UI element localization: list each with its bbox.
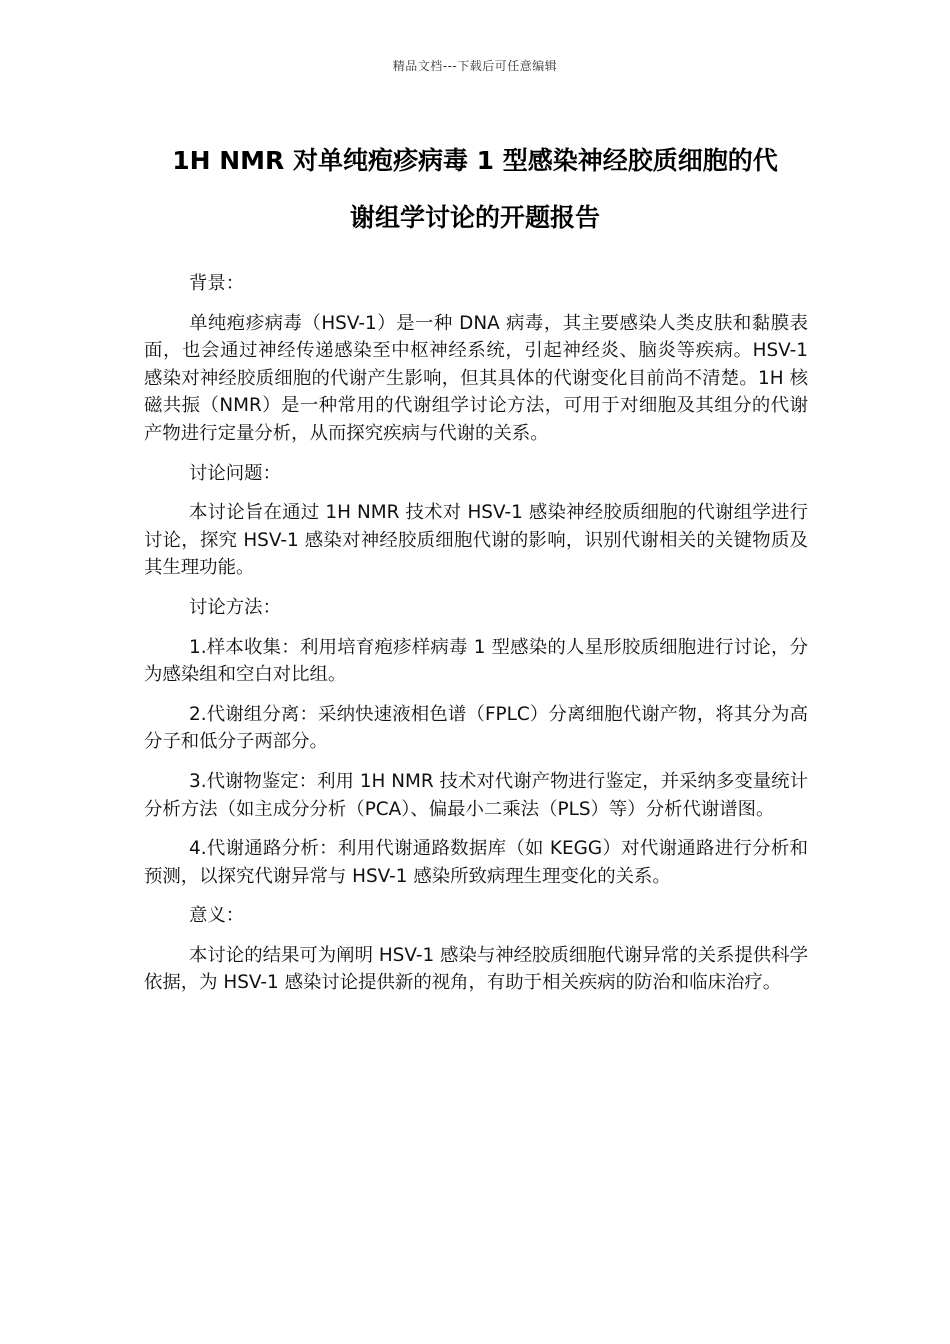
section-heading-methods: 讨论方法： (189, 596, 281, 618)
title-line-2: 谢组学讨论的开题报告 (349, 203, 600, 232)
title-line-1: 1H NMR 对单纯疱疹病毒 1 型感染神经胶质细胞的代 (172, 146, 778, 175)
section-heading-significance: 意义： (189, 905, 245, 927)
paragraph-significance: 本讨论的结果可为阐明 HSV-1 感染与神经胶质细胞代谢异常的关系提供科学依据，为 HSV-1 感染讨论提供新的视角，有助于相关疾病的防治和临床治疗。 (144, 944, 808, 994)
document-title (120, 132, 830, 246)
paragraph-background: 单纯疱疹病毒（HSV-1）是一种 DNA 病毒，其主要感染人类皮肤和黏膜表面，也会通过神经传递感染至中枢神经系统，引起神经炎、脑炎等疾病。HSV-1 感染对神经胶质细胞的代谢产生影响，但其具体的代谢变化目前尚不清楚。1H 核磁共振（NMR）是一种常用的代谢组学讨论方法，可用于对细胞及其组分的代谢产物进行定量分析，从而探究疾病与代谢的关系。 (144, 312, 808, 444)
method-item-4: 4.代谢通路分析：利用代谢通路数据库（如 KEGG）对代谢通路进行分析和预测，以探究代谢异常与 HSV-1 感染所致病理生理变化的关系。 (144, 838, 808, 887)
method-item-3: 3.代谢物鉴定：利用 1H NMR 技术对代谢产物进行鉴定，并采纳多变量统计分析方法（如主成分分析（PCA）、偏最小二乘法（PLS）等）分析代谢谱图。 (144, 770, 808, 820)
section-heading-question: 讨论问题： (189, 462, 281, 484)
method-item-2: 2.代谢组分离：采纳快速液相色谱（FPLC）分离细胞代谢产物，将其分为高分子和低分子两部分。 (144, 703, 808, 753)
paragraph-question: 本讨论旨在通过 1H NMR 技术对 HSV-1 感染神经胶质细胞的代谢组学进行讨论，探究 HSV-1 感染对神经胶质细胞代谢的影响，识别代谢相关的关键物质及其生理功能。 (144, 502, 808, 579)
method-item-1: 1.样本收集：利用培育疱疹样病毒 1 型感染的人星形胶质细胞进行讨论，分为感染组和空白对比组。 (144, 636, 808, 686)
document-body (144, 270, 808, 1009)
page-header: 精品文档---下载后可任意编辑 (392, 59, 558, 73)
section-heading-background: 背景： (189, 273, 245, 294)
